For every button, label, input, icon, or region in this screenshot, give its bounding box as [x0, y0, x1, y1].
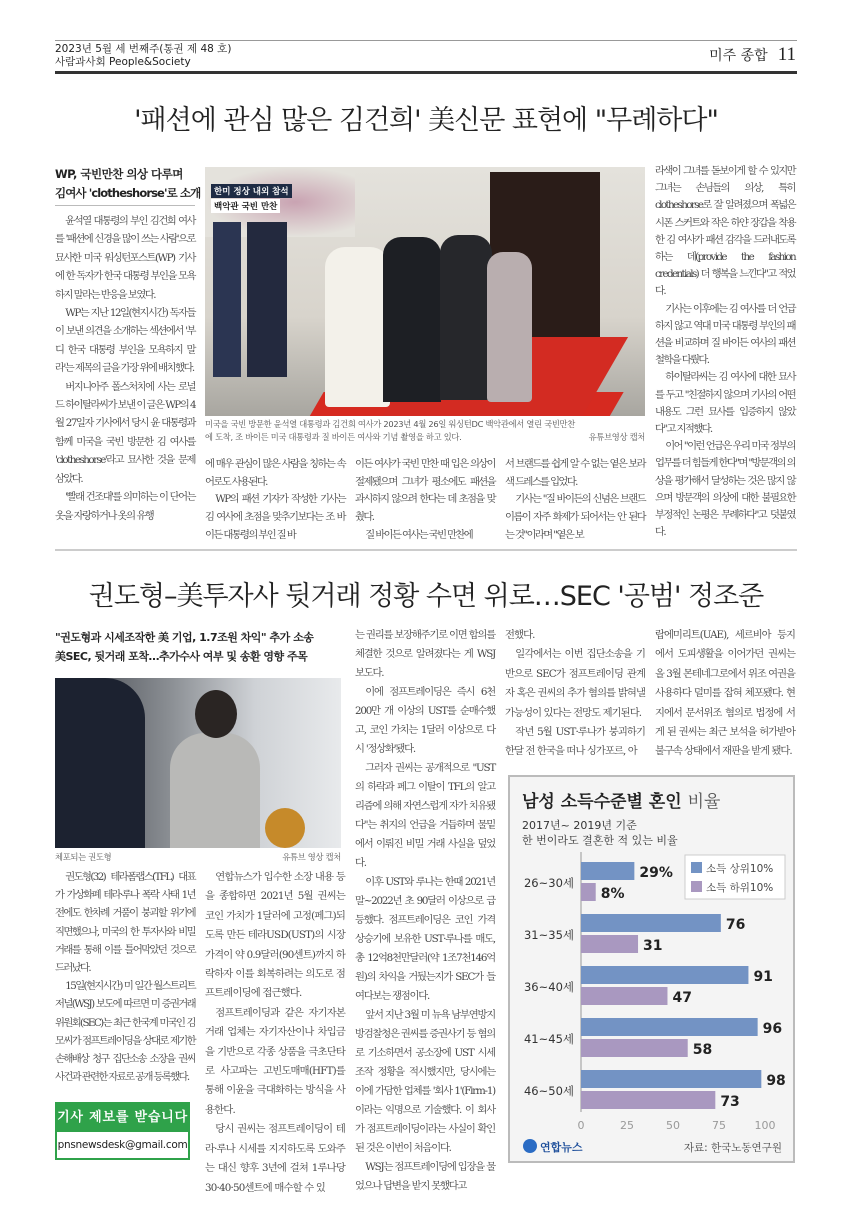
paragraph: 이후 UST와 루나는 한때 2021년 말~2022년 초 90달러 이상으로 급등했다. 점프트레이딩은 코인 가격 상승기에 보유한 UST·루나를 매도, 총 12억8천만달러(약 1조7천146억원)의 차익을 거뒀는지가 SEC가 들여다보는 쟁점이다. [355, 876, 495, 1002]
article1-subhead [55, 165, 200, 203]
news-tip-box [55, 1102, 190, 1160]
header-rule [55, 40, 797, 41]
article1-caption [205, 418, 645, 444]
chart-title: 남성 소득수준별 혼인 비율 [522, 792, 721, 812]
paragraph: 라색이 그녀를 돋보이게 할 수 있지만 그녀는 손님들의 의상, 특히 clotheshorse로 잘 알려졌으며 폭넓은 시폰 스커트와 작은 하얀 장갑을 착용한 김 여사가 패션 감각을 드러내도록 하는 데(provide the fashion credentials) 더 행복을 느낀다"고 적었다. [655, 165, 795, 298]
paragraph: 기사는 "질 바이든의 신념은 브랜드 이름이 자주 화제가 되어서는 안 된다는 것"이라며 "옅은 보 [505, 493, 645, 541]
chart-logo: 연합뉴스 [540, 1141, 583, 1154]
article1-col-3 [355, 456, 495, 545]
article2-col-3 [355, 626, 495, 1196]
paragraph: 일각에서는 이번 집단소송을 기반으로 SEC가 점프트레이딩 관계자 혹은 권씨의 추가 혐의를 밝혀낼 가능성이 있다는 전망도 제기된다. [505, 648, 645, 719]
bar-low [581, 1091, 715, 1109]
bar-low [581, 987, 667, 1005]
data-label: 96 [762, 1021, 783, 1037]
article1-col-5 [655, 163, 795, 541]
paragraph: 이에 점프트레이딩은 즉시 6천200만 개 이상의 UST를 순매수했고, 코인 가치는 1달러 이상으로 다시 '정상화'됐다. [355, 686, 495, 755]
bar-low [581, 935, 638, 953]
bar-high [581, 914, 721, 932]
paragraph: 작년 5월 UST·루나가 붕괴하기 한달 전 한국을 떠나 싱가포르, 아 [505, 726, 645, 758]
paragraph: 연합뉴스가 입수한 소장 내용 등을 종합하면 2021년 5월 권씨는 코인 가치가 1달러에 고정(페그)되도록 만든 테라USD(UST)의 시장 가격이 약 0.9달러(90센트)까지 하락하자 이를 회복하려는 의도로 점프트레이딩에 접근했다. [205, 871, 345, 1000]
paragraph: 기사는 이후에는 김 여사를 더 언급하지 않고 역대 미국 대통령 부인의 패션을 비교하며 질 바이든 여사의 패션 철학을 다뤘다. [655, 302, 795, 367]
x-tick: 25 [620, 1119, 634, 1132]
article2-col-2 [205, 868, 345, 1198]
article1-headline: '패션에 관심 많은 김건희' 美신문 표현에 "무례하다" [134, 105, 718, 136]
data-label: 8% [600, 886, 625, 902]
chart-subtitle: 2017년~ 2019년 기준 [522, 819, 637, 832]
paper-name: 사람과사회 People&Society [55, 56, 191, 68]
paragraph: 는 권리를 보장해주기로 이면 합의를 체결한 것으로 알려졌다는 게 WSJ 보도다. [355, 629, 495, 679]
bar-low [581, 1039, 688, 1057]
subhead-line: WP, 국빈만찬 의상 다루며 [55, 167, 183, 181]
legend-label: 소득 상위10% [706, 863, 774, 875]
caption-text: 미국을 국빈 방문한 윤석열 대통령과 김건희 여사가 2023년 4월 26일 워싱턴DC 백악관에서 열린 국빈만찬에 도착, 조 바이든 미국 대통령과 질 바이든 여사와 기념 촬영을 하고 있다. [205, 419, 575, 442]
header-rule-thick [55, 71, 797, 74]
article1-col-2 [205, 456, 345, 545]
data-label: 98 [766, 1073, 786, 1089]
paragraph: 전했다. [505, 629, 535, 641]
article2-col-1 [55, 868, 195, 1086]
header-left [55, 43, 231, 69]
paragraph: 에 매우 관심이 많은 사람을 칭하는 속어로도 사용된다. [205, 458, 345, 488]
article2-col-4 [505, 626, 645, 762]
article1-photo [205, 167, 645, 416]
paragraph: 하이탈라씨는 김 여사에 대한 묘사를 두고 "친절하지 않으며 기사의 어떤 내용도 그런 묘사를 입증하지 않았다"고 지적했다. [655, 371, 795, 436]
photo-tag: 한미 정상 내외 참석 [211, 184, 292, 198]
category-label: 31~35세 [523, 928, 574, 942]
category-label: 36~40세 [523, 980, 574, 994]
paragraph: 당시 권씨는 점프트레이딩이 테라·루나 시세를 지지하도록 도와주는 대신 향후 3년에 걸쳐 1루나당 30·40·50센트에 매수할 수 있 [205, 1123, 345, 1194]
legend-swatch [691, 881, 702, 892]
bar-high [581, 1070, 761, 1088]
yonhap-logo-icon [523, 1139, 537, 1153]
article1-col-1 [55, 212, 195, 525]
tip-email[interactable]: pnsnewsdesk@gmail.com [57, 1139, 188, 1151]
paragraph: WP는 지난 12일(현지시간) 독자들이 보낸 의견을 소개하는 섹션에서 '부디 한국 대통령 부인을 모욕하지 말라'는 제목의 글을 가장 위에 배치했다. [55, 307, 195, 375]
bar-high [581, 966, 748, 984]
page-number: 11 [777, 44, 796, 65]
paragraph: '빨래 건조대'를 의미하는 이 단어는 옷을 자랑하거나 옷의 유행 [55, 491, 195, 522]
paragraph: 질 바이든 여사는 국빈 만찬에 [365, 528, 473, 541]
data-label: 73 [720, 1094, 740, 1110]
paragraph: 윤석열 대통령의 부인 김건희 여사를 '패션에 신경을 많이 쓰는 사람'으로 묘사한 미국 워싱턴포스트(WP) 기사에 한 독자가 한국 대통령 부인을 모욕하지 말라는 반응을 보였다. [55, 215, 195, 301]
paragraph: 권도형(32) 테라폼랩스(TFL) 대표가 가상화폐 테라·루나 폭락 사태 1년 전에도 한차례 거품이 붕괴할 위기에 직면했으나, 미국의 한 투자사와 비밀 거래를 통해 이를 틀어막았던 것으로 드러났다. [55, 871, 195, 975]
data-label: 58 [692, 1042, 713, 1058]
paragraph: 점프트레이딩과 같은 자기자본 거래 업체는 자기자산이나 차입금을 기반으로 각종 상품을 극초단타로 사고파는 고빈도매매(HFT)를 통해 이윤을 극대화하는 방식을 사용한다. [205, 1006, 345, 1116]
photo-tag: 백악관 국빈 만찬 [211, 199, 280, 213]
paragraph: 버지니아주 폴스처치에 사는 로널드 하이탈라씨가 보낸 이 글은 WP의 4월 27일자 기사에서 당시 윤 대통령과 함께 미국을 국빈 방문한 김 여사를 'clotheshorse'라고 묘사한 것을 문제 삼았다. [55, 380, 196, 485]
article2-col-5 [655, 626, 795, 762]
bar-low [581, 883, 596, 901]
chart-source: 자료: 한국노동연구원 [683, 1142, 782, 1154]
subhead-line: "권도형과 시세조작한 美 기업, 1.7조원 차익" 추가 소송 [55, 631, 314, 644]
bar-high [581, 1018, 758, 1036]
paragraph: 이어 "이런 언급은 우리 미국 정부의 업무를 더 힘들게 한다"며 "방문객의 의상을 평가해서 달성하는 것은 많지 않으며 방문객의 의상에 대한 불필요한 부정적인 논평은 무례하다"고 덧붙였다. [655, 440, 795, 539]
article2-headline: 권도형–美투자사 뒷거래 정황 수면 위로…SEC '공범' 정조준 [88, 581, 764, 612]
data-label: 91 [753, 969, 773, 985]
x-tick: 75 [712, 1119, 726, 1132]
marriage-rate-chart [508, 775, 795, 1163]
legend-swatch [691, 862, 702, 873]
data-label: 47 [672, 990, 692, 1006]
article2-subhead [55, 628, 345, 666]
article2-caption [55, 851, 341, 864]
data-label: 76 [725, 917, 746, 933]
paragraph: 서 브랜드를 쉽게 알 수 없는 옅은 보라색 드레스를 입었다. [505, 458, 645, 488]
category-label: 26~30세 [523, 876, 574, 890]
issue-info: 2023년 5월 세 번째주(통권 제 48 호) [55, 43, 232, 55]
chart-subtitle: 한 번이라도 결혼한 적 있는 비율 [522, 834, 678, 847]
header-right [709, 44, 796, 66]
x-tick: 0 [577, 1119, 585, 1132]
paragraph: 이든 여사가 국빈 만찬 때 입은 의상이 절제됐으며 그녀가 평소에도 패션을 과시하지 않으려 한다는 데 초점을 맞췄다. [355, 458, 495, 524]
paragraph: 앞서 지난 3월 미 뉴욕 남부연방지방검찰청은 권씨를 증권사기 등 혐의로 기소하면서 공소장에 UST 시세 조작 정황을 적시했지만, 당시에는 이에 가담한 업체를 '회사 1'(Firm-1)이라는 익명으로 기술했다. 이 회사가 점프트레이딩이라는 사실이 확인된 것은 이번이 처음이다. [355, 1009, 495, 1154]
photo-credit: 유튜브 영상 캡처 [282, 852, 341, 862]
section-name: 미주 종합 [709, 48, 768, 64]
paragraph: WP의 패션 기자가 작성한 기사는 김 여사에 초점을 맞추기보다는 조 바이든 대통령의 부인 질 바 [205, 493, 345, 541]
subhead-line: 김여사 'clotheshorse'로 소개 [55, 186, 201, 200]
data-label: 29% [639, 865, 673, 881]
category-label: 41~45세 [523, 1032, 574, 1046]
x-tick: 100 [754, 1119, 776, 1132]
data-label: 31 [643, 938, 663, 954]
divider [55, 205, 195, 206]
photo-credit: 유튜브영상 캡처 [588, 432, 645, 442]
tip-title: 기사 제보를 받습니다 [57, 1104, 188, 1132]
legend-label: 소득 하위10% [706, 882, 774, 894]
paragraph: WSJ는 점프트레이딩에 입장을 물었으나 답변을 받지 못했다고 [355, 1161, 495, 1192]
paragraph: 랍에미리트(UAE), 세르비아 등지에서 도피생활을 이어가던 권씨는 올 3월 몬테네그로에서 위조 여권을 사용하다 덜미를 잡혀 체포됐다. 현지에서 문서위조 혐의로 법정에 서게 된 권씨는 최근 보석을 허가받아 불구속 상태에서 재판을 받게 됐다. [655, 629, 795, 758]
caption-text: 체포되는 권도형 [55, 852, 112, 862]
subhead-line: 美SEC, 뒷거래 포착…추가수사 여부 및 송환 영향 주목 [55, 650, 308, 663]
x-tick: 50 [666, 1119, 680, 1132]
article2-photo [55, 678, 341, 848]
article1-col-4 [505, 456, 645, 545]
bar-high [581, 862, 634, 880]
article-separator [55, 549, 797, 551]
paragraph: 그러자 권씨는 공개적으로 "UST의 하락과 페그 이탈이 TFL의 알고리즘에 의해 자연스럽게 자가 치유됐다"는 취지의 언급을 거듭하며 물밑에서 이뤄진 비밀 거래 사실을 덮었다. [355, 762, 495, 869]
category-label: 46~50세 [523, 1084, 574, 1098]
chart-svg [510, 777, 793, 1161]
paragraph: 15일(현지시간) 미 일간 월스트리트저널(WSJ) 보도에 따르면 미 증권거래위원회(SEC)는 최근 한국계 미국인 김모씨가 점프트레이딩을 상대로 제기한 손해배상 청구 집단소송 소장을 권씨 사건과 관련한 자료로 공개 등록했다. [55, 980, 195, 1084]
